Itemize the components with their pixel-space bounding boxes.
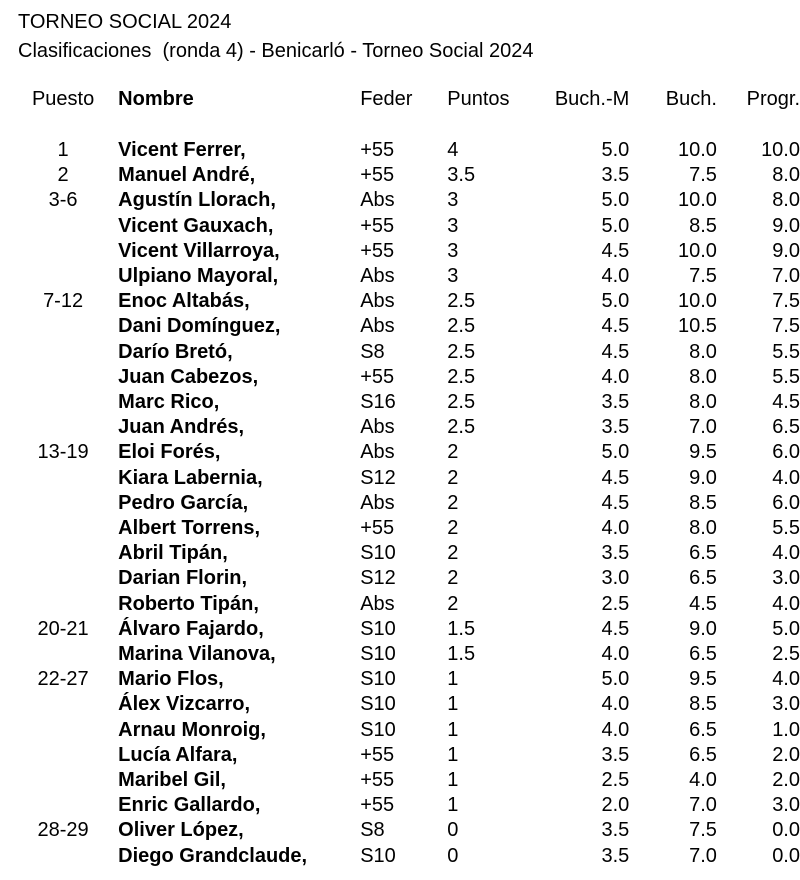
cell-nombre: Manuel André,: [118, 164, 256, 187]
cell-nombre: Abril Tipán,: [118, 542, 228, 565]
cell-buch: 7.5: [689, 819, 717, 842]
table-row: [18, 440, 800, 465]
cell-buch-m: 5.0: [601, 668, 630, 691]
cell-puntos: 2: [447, 466, 459, 489]
cell-nombre: Enoc Altabás,: [118, 290, 250, 313]
cell-buch: 8.0: [689, 391, 717, 414]
cell-buch: 8.5: [689, 214, 717, 237]
cell-progr: 4.5: [772, 391, 800, 414]
cell-buch-m: 3.5: [601, 844, 630, 867]
header-progr: Progr.: [746, 88, 800, 110]
cell-buch: 10.0: [677, 189, 717, 212]
cell-nombre: Álvaro Fajardo,: [118, 617, 264, 640]
cell-feder: S12: [360, 567, 396, 590]
cell-puesto: 2: [57, 164, 69, 187]
cell-buch-m: 5.0: [601, 290, 630, 313]
cell-progr: 7.5: [772, 315, 800, 338]
cell-buch-m: 4.0: [601, 517, 630, 540]
cell-buch: 6.5: [689, 718, 717, 741]
table-row: [18, 818, 800, 843]
cell-feder: +55: [360, 365, 395, 388]
header-puesto: Puesto: [31, 88, 95, 110]
cell-progr: 6.0: [772, 441, 800, 464]
cell-progr: 5.5: [772, 365, 800, 388]
cell-progr: 0.0: [772, 819, 800, 842]
cell-progr: 2.5: [772, 643, 800, 666]
cell-progr: 5.0: [772, 617, 800, 640]
cell-puntos: 0: [447, 819, 459, 842]
cell-buch: 7.0: [689, 794, 717, 817]
cell-progr: 0.0: [772, 844, 800, 867]
cell-nombre: Darian Florin,: [118, 567, 248, 590]
cell-buch: 8.0: [689, 340, 717, 363]
table-row: [18, 743, 800, 768]
cell-nombre: Roberto Tipán,: [118, 592, 259, 615]
cell-buch: 10.0: [677, 139, 717, 161]
cell-puesto: [18, 415, 108, 440]
cell-progr: 9.0: [772, 214, 800, 237]
cell-buch-m: 2.0: [601, 794, 630, 817]
cell-puesto: 22-27: [37, 668, 89, 691]
cell-puntos: 3: [447, 239, 459, 262]
table-row: [18, 667, 800, 692]
cell-progr: 4.0: [772, 466, 800, 489]
cell-feder: S8: [360, 819, 385, 842]
cell-feder: Abs: [360, 189, 395, 212]
cell-buch: 8.5: [689, 693, 717, 716]
cell-buch: 10.0: [677, 290, 717, 313]
cell-buch: 9.5: [689, 441, 717, 464]
table-row: [18, 516, 800, 541]
cell-nombre: Eloi Forés,: [118, 441, 221, 464]
cell-feder: +55: [360, 743, 395, 766]
cell-nombre: Vicent Ferrer,: [118, 139, 246, 161]
table-row: [18, 289, 800, 314]
table-row: [18, 340, 800, 365]
cell-buch-m: 3.0: [601, 567, 630, 590]
cell-puntos: 0: [447, 844, 459, 867]
cell-buch: 7.5: [689, 265, 717, 288]
cell-buch-m: 4.0: [601, 265, 630, 288]
cell-puntos: 2: [447, 491, 459, 514]
cell-nombre: Marina Vilanova,: [118, 643, 276, 666]
cell-nombre: Enric Gallardo,: [118, 794, 261, 817]
cell-nombre: Diego Grandclaude,: [118, 844, 308, 867]
cell-buch: 4.0: [689, 769, 717, 792]
cell-feder: Abs: [360, 315, 395, 338]
cell-puesto: [18, 718, 108, 743]
header-puntos: Puntos: [447, 88, 510, 110]
cell-nombre: Kiara Labernia,: [118, 466, 263, 489]
cell-puesto: [18, 340, 108, 365]
cell-puesto: [18, 541, 108, 566]
table-row: [18, 541, 800, 566]
cell-buch-m: 3.5: [601, 542, 630, 565]
cell-nombre: Oliver López,: [118, 819, 244, 842]
cell-puesto: [18, 314, 108, 339]
cell-puesto: [18, 214, 108, 239]
cell-nombre: Álex Vizcarro,: [118, 693, 251, 716]
cell-progr: 3.0: [772, 693, 800, 716]
cell-puntos: 1.5: [447, 617, 476, 640]
cell-puntos: 2.5: [447, 340, 476, 363]
cell-progr: 7.0: [772, 265, 800, 288]
cell-buch-m: 4.0: [601, 365, 630, 388]
cell-puntos: 1: [447, 769, 459, 792]
cell-puesto: 7-12: [43, 290, 84, 313]
cell-nombre: Maribel Gil,: [118, 769, 226, 792]
cell-nombre: Mario Flos,: [118, 668, 224, 691]
cell-puntos: 4: [447, 139, 459, 161]
cell-progr: 8.0: [772, 164, 800, 187]
cell-feder: S12: [360, 466, 396, 489]
table-row: [18, 844, 800, 869]
cell-buch: 7.0: [689, 416, 717, 439]
cell-buch-m: 5.0: [601, 189, 630, 212]
cell-buch: 6.5: [689, 643, 717, 666]
cell-puntos: 1: [447, 668, 459, 691]
cell-feder: S10: [360, 693, 396, 716]
cell-progr: 6.0: [772, 491, 800, 514]
cell-puntos: 2.5: [447, 416, 476, 439]
cell-feder: Abs: [360, 592, 395, 615]
cell-progr: 4.0: [772, 592, 800, 615]
cell-buch-m: 3.5: [601, 391, 630, 414]
cell-progr: 4.0: [772, 668, 800, 691]
cell-feder: Abs: [360, 441, 395, 464]
cell-buch-m: 3.5: [601, 819, 630, 842]
table-row: [18, 718, 800, 743]
cell-puntos: 2: [447, 542, 459, 565]
cell-puesto: 13-19: [37, 441, 89, 464]
cell-puntos: 2: [447, 592, 459, 615]
page-title: TORNEO SOCIAL 2024: [18, 11, 232, 33]
cell-puntos: 1: [447, 718, 459, 741]
cell-buch-m: 4.5: [601, 617, 630, 640]
cell-feder: S10: [360, 668, 396, 691]
cell-puntos: 1: [447, 693, 459, 716]
cell-progr: 6.5: [772, 416, 800, 439]
table-row: [18, 415, 800, 440]
cell-puesto: [18, 491, 108, 516]
cell-puesto: [18, 365, 108, 390]
cell-progr: 9.0: [772, 239, 800, 262]
cell-nombre: Vicent Villarroya,: [118, 239, 280, 262]
cell-feder: S10: [360, 718, 396, 741]
cell-feder: S8: [360, 340, 385, 363]
cell-puntos: 2: [447, 441, 459, 464]
standings-table: [18, 88, 800, 869]
cell-progr: 1.0: [772, 718, 800, 741]
cell-nombre: Agustín Llorach,: [118, 189, 276, 212]
cell-puntos: 2.5: [447, 391, 476, 414]
cell-progr: 4.0: [772, 542, 800, 565]
cell-buch-m: 4.0: [601, 718, 630, 741]
cell-buch-m: 3.5: [601, 743, 630, 766]
table-body: [18, 116, 800, 869]
cell-progr: 3.0: [772, 567, 800, 590]
cell-buch: 10.5: [677, 315, 717, 338]
cell-feder: S10: [360, 542, 396, 565]
cell-puesto: 28-29: [37, 819, 89, 842]
cell-buch: 7.5: [689, 164, 717, 187]
cell-buch: 9.0: [689, 617, 717, 640]
cell-buch: 8.0: [689, 365, 717, 388]
cell-puntos: 3: [447, 214, 459, 237]
cell-puesto: [18, 516, 108, 541]
cell-feder: +55: [360, 214, 395, 237]
cell-buch-m: 4.5: [601, 340, 630, 363]
cell-buch: 9.0: [689, 466, 717, 489]
cell-puntos: 3: [447, 265, 459, 288]
cell-progr: 5.5: [772, 517, 800, 540]
cell-feder: S10: [360, 643, 396, 666]
cell-buch: 6.5: [689, 567, 717, 590]
cell-progr: 2.0: [772, 769, 800, 792]
cell-puesto: [18, 793, 108, 818]
table-row: [18, 768, 800, 793]
table-row: [18, 566, 800, 591]
cell-puesto: [18, 390, 108, 415]
cell-buch: 6.5: [689, 542, 717, 565]
table-row: [18, 793, 800, 818]
table-row: [18, 239, 800, 264]
cell-buch-m: 4.5: [601, 239, 630, 262]
cell-puntos: 2.5: [447, 365, 476, 388]
table-row: [18, 692, 800, 717]
cell-puntos: 3.5: [447, 164, 476, 187]
cell-nombre: Albert Torrens,: [118, 517, 261, 540]
cell-nombre: Pedro García,: [118, 491, 249, 514]
cell-feder: S16: [360, 391, 396, 414]
cell-puntos: 3: [447, 189, 459, 212]
table-row: [18, 390, 800, 415]
table-row: [18, 214, 800, 239]
table-row: [18, 617, 800, 642]
cell-progr: 10.0: [761, 139, 800, 161]
cell-buch-m: 4.5: [601, 491, 630, 514]
cell-nombre: Lucía Alfara,: [118, 743, 238, 766]
header-feder: Feder: [360, 88, 413, 110]
cell-nombre: Dani Domínguez,: [118, 315, 281, 338]
cell-feder: +55: [360, 239, 395, 262]
cell-nombre: Marc Rico,: [118, 391, 220, 414]
table-row: [18, 491, 800, 516]
cell-feder: Abs: [360, 290, 395, 313]
cell-nombre: Darío Bretó,: [118, 340, 233, 363]
table-row: [18, 642, 800, 667]
cell-buch: 6.5: [689, 743, 717, 766]
cell-nombre: Juan Cabezos,: [118, 365, 259, 388]
cell-buch-m: 2.5: [601, 592, 630, 615]
cell-buch-m: 5.0: [601, 139, 630, 161]
cell-puesto: [18, 768, 108, 793]
cell-progr: 8.0: [772, 189, 800, 212]
cell-puesto: 1: [57, 139, 69, 161]
cell-buch: 8.0: [689, 517, 717, 540]
cell-feder: Abs: [360, 416, 395, 439]
cell-feder: Abs: [360, 491, 395, 514]
cell-puesto: [18, 566, 108, 591]
table-row: [18, 163, 800, 188]
cell-buch-m: 3.5: [601, 164, 630, 187]
cell-buch-m: 4.5: [601, 466, 630, 489]
cell-buch-m: 4.0: [601, 643, 630, 666]
cell-puesto: [18, 592, 108, 617]
cell-buch-m: 3.5: [601, 416, 630, 439]
cell-buch: 4.5: [689, 592, 717, 615]
cell-puntos: 2: [447, 517, 459, 540]
cell-puesto: [18, 239, 108, 264]
table-row: [18, 365, 800, 390]
cell-buch: 7.0: [689, 844, 717, 867]
header-buch-m: Buch.-M: [554, 88, 630, 110]
cell-nombre: Arnau Monroig,: [118, 718, 266, 741]
cell-nombre: Vicent Gauxach,: [118, 214, 274, 237]
cell-buch-m: 4.5: [601, 315, 630, 338]
cell-feder: +55: [360, 517, 395, 540]
cell-buch-m: 5.0: [601, 441, 630, 464]
cell-puntos: 1.5: [447, 643, 476, 666]
cell-progr: 5.5: [772, 340, 800, 363]
cell-buch-m: 4.0: [601, 693, 630, 716]
table-row: [18, 592, 800, 617]
cell-puesto: [18, 743, 108, 768]
table-row: [18, 138, 800, 163]
table-row: [18, 188, 800, 213]
cell-puntos: 1: [447, 794, 459, 817]
page-subtitle: Clasificaciones (ronda 4) - Benicarló - Torneo Social 2024: [18, 40, 534, 62]
table-row: [18, 314, 800, 339]
cell-puntos: 2.5: [447, 290, 476, 313]
table-row: [18, 264, 800, 289]
header-buch: Buch.: [665, 88, 717, 110]
cell-progr: 3.0: [772, 794, 800, 817]
cell-puesto: [18, 466, 108, 491]
cell-buch: 10.0: [677, 239, 717, 262]
header-nombre: Nombre: [118, 88, 194, 110]
spacer-row: [18, 116, 800, 138]
cell-buch-m: 5.0: [601, 214, 630, 237]
cell-puesto: 3-6: [48, 189, 78, 212]
cell-puntos: 2: [447, 567, 459, 590]
cell-feder: +55: [360, 769, 395, 792]
header-row: [18, 88, 800, 116]
cell-feder: S10: [360, 844, 396, 867]
cell-buch: 8.5: [689, 491, 717, 514]
cell-buch-m: 2.5: [601, 769, 630, 792]
cell-feder: +55: [360, 164, 395, 187]
cell-puesto: 20-21: [37, 617, 89, 640]
cell-feder: +55: [360, 139, 395, 161]
cell-progr: 2.0: [772, 743, 800, 766]
cell-feder: Abs: [360, 265, 395, 288]
cell-puntos: 2.5: [447, 315, 476, 338]
cell-puesto: [18, 692, 108, 717]
cell-puesto: [18, 642, 108, 667]
cell-buch: 9.5: [689, 668, 717, 691]
cell-puntos: 1: [447, 743, 459, 766]
cell-puesto: [18, 844, 108, 869]
cell-progr: 7.5: [772, 290, 800, 313]
cell-feder: S10: [360, 617, 396, 640]
cell-nombre: Juan Andrés,: [118, 416, 245, 439]
cell-nombre: Ulpiano Mayoral,: [118, 265, 279, 288]
cell-puesto: [18, 264, 108, 289]
table-row: [18, 466, 800, 491]
cell-feder: +55: [360, 794, 395, 817]
